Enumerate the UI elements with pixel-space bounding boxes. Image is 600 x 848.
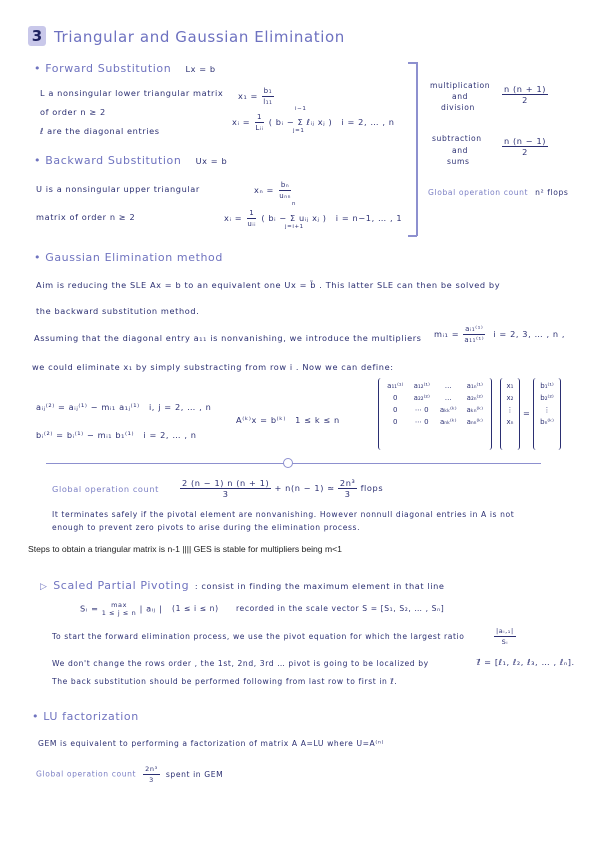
b-vector-entry: b₁⁽¹⁾ — [540, 382, 554, 390]
b-vector-entry: b₂⁽²⁾ — [540, 394, 554, 402]
matrix-cell: a₂₂⁽²⁾ — [413, 394, 430, 402]
section-number: 3 — [28, 26, 46, 46]
section-divider — [46, 463, 541, 464]
backward-line-1: U is a nonsingular upper triangular — [36, 184, 200, 194]
b-vector-entry: bₙ⁽ᵏ⁾ — [540, 418, 554, 426]
lu-heading-row — [32, 710, 139, 723]
scaled-ell-vector: ℓ⃗ = [ℓ₁, ℓ₂, ℓ₃, … , ℓₙ]. — [477, 657, 575, 667]
section-title: Triangular and Gaussian Elimination — [54, 28, 345, 46]
x-vector-entry: x₂ — [506, 394, 514, 402]
matrix-cell: 0 — [393, 394, 398, 402]
backward-line-2: matrix of order n ≥ 2 — [36, 212, 136, 222]
vector-x — [500, 378, 520, 450]
matrix-cell: aₙₖ⁽ᵏ⁾ — [440, 418, 457, 426]
forward-line-1: L a nonsingular lower triangular matrix — [40, 88, 224, 98]
backward-formula-2: xᵢ = $\frac{1}{\text{uᵢᵢ}}$ ( bᵢ − Σ uᵢⱼ xⱼ ) i = n−1, … , 1 — [224, 209, 403, 228]
forward-heading-row — [34, 62, 216, 75]
scaled-start: To start the forward elimination process, we use the pivot equation for which the largest ratio — [52, 632, 465, 641]
mult-label-3: division — [441, 103, 475, 112]
mult-label-2: and — [452, 92, 469, 101]
matrix-cell: a₁₂⁽¹⁾ — [413, 382, 430, 390]
scale-formula: Sᵢ = max 1 ≤ j ≤ n | aᵢⱼ | — [80, 601, 163, 617]
matrix-cell: aₖₙ⁽ᵏ⁾ — [466, 406, 483, 414]
b-vector-entry: ⋮ — [543, 406, 551, 414]
backward-heading-row — [34, 154, 227, 167]
matrix-cell: a₁₁⁽¹⁾ — [387, 382, 404, 390]
sub-count: $\frac{n (n - 1)}{2}$ — [504, 136, 547, 157]
gauss-global-label: Global operation count — [52, 484, 159, 494]
matrix-cell: aₙₙ⁽ᵏ⁾ — [466, 418, 483, 426]
scaled-dont-change: We don't change the rows order , the 1st, 2nd, 3rd … pivot is going to be localized by — [52, 659, 429, 668]
gauss-system: A⁽ᵏ⁾x = b⁽ᵏ⁾ 1 ≤ k ≤ n — [236, 415, 340, 425]
forward-heading: Forward Substitution — [45, 62, 172, 75]
matrix-cell: … — [444, 394, 452, 402]
scaled-heading: Scaled Partial Pivoting — [53, 579, 190, 592]
x-vector-entry: ⋮ — [506, 406, 514, 414]
ops-global-count: Global operation count n² flops — [428, 188, 569, 197]
forward-formula-1: x₁ = $\frac{\text{b₁}}{\text{l₁₁}}$ — [238, 87, 273, 106]
sub-label-3: sums — [447, 157, 470, 166]
matrix-cell: ⋯ 0 — [414, 418, 429, 426]
bracket-bottom — [408, 235, 417, 237]
mult-count: $\frac{n (n + 1)}{2}$ — [504, 84, 547, 105]
triangle-bullet-icon: ▷ — [40, 582, 48, 592]
sub-label-1: subtraction — [432, 134, 482, 143]
bracket-vertical — [416, 62, 418, 236]
lu-line: GEM is equivalent to performing a factorization of matrix A A=LU where U=A⁽ⁿ⁾ — [38, 739, 384, 748]
matrix-cell: … — [444, 382, 452, 390]
lu-global: Global operation count $\frac{\text{2n³}}{3}$ spent in GEM — [36, 765, 224, 784]
gauss-heading-row — [34, 251, 223, 264]
backward-heading: Backward Substitution — [45, 154, 182, 167]
backward-equation: Ux = b — [195, 156, 228, 166]
matrix-cell: aₖₖ⁽ᵏ⁾ — [439, 406, 457, 414]
gauss-aim-2: the backward substitution method. — [36, 306, 200, 316]
forward-sum-top: i−1 — [295, 106, 307, 112]
forward-formula-2: xᵢ = $\frac{1}{\text{Lᵢᵢ}}$ ( bᵢ − Σ ℓᵢⱼ xⱼ ) i = 2, … , n — [232, 113, 395, 132]
matrix-cell: 0 — [393, 418, 398, 426]
matrix-cell: 0 — [393, 406, 398, 414]
backward-sum-bottom: j=i+1 — [285, 224, 304, 230]
x-vector-entry: x₁ — [506, 382, 514, 390]
bullet-icon: • — [32, 710, 40, 723]
scaled-ratio: $\frac{\text{|aᵢ,₁|}}{\text{Sᵢ}}$ — [496, 627, 514, 646]
scale-range: (1 ≤ i ≤ n) — [172, 604, 219, 613]
scaled-heading-row — [40, 574, 445, 593]
mult-label-1: multiplication — [430, 81, 491, 90]
gauss-multiplier: mᵢ₁ = $\frac{\text{aᵢ₁⁽¹⁾}}{\text{a₁₁⁽¹⁾}}$ i = 2, 3, … , n , — [434, 325, 566, 344]
forward-line-2: of order n ≥ 2 — [40, 107, 106, 117]
matrix-cell: a₁ₙ⁽¹⁾ — [466, 382, 483, 390]
forward-sum-bottom: j=1 — [293, 128, 305, 134]
sub-label-2: and — [452, 146, 469, 155]
gauss-assume: Assuming that the diagonal entry a₁₁ is nonvanishing, we introduce the multipliers — [34, 333, 422, 343]
x-vector-entry: xₙ — [506, 418, 514, 426]
gauss-terminate-2: enough to prevent zero pivots to arise during the elimination process. — [52, 523, 361, 532]
matrix-a — [378, 378, 492, 450]
gauss-def-b: bᵢ⁽²⁾ = bᵢ⁽¹⁾ − mᵢ₁ b₁⁽¹⁾ i = 2, … , n — [36, 430, 197, 440]
matrix-cell: ⋯ 0 — [414, 406, 429, 414]
gauss-global-formula: $\frac{2 (n - 1) n (n + 1)}{3}$ + n(n − 1) ≃ $\frac{\text{2n³}}{3}$ flops — [182, 478, 384, 499]
scaled-back-sub: The back substitution should be performed following from last row to first in ℓ⃗. — [52, 677, 398, 686]
vector-b — [533, 378, 561, 450]
forward-equation: Lx = b — [185, 64, 216, 74]
backward-formula-1: xₙ = $\frac{\text{bₙ}}{\text{uₙₙ}}$ — [254, 181, 292, 200]
backward-sum-top: n — [292, 201, 297, 207]
bullet-icon: • — [34, 154, 42, 167]
lu-heading: LU factorization — [43, 710, 139, 723]
forward-line-3: ℓ are the diagonal entries — [40, 126, 160, 136]
steps-note: Steps to obtain a triangular matrix is n-1 |||| GES is stable for multipliers being m<1 — [28, 544, 342, 554]
equals-sign: = — [523, 408, 530, 418]
scale-recorded: recorded in the scale vector S = [S₁, S₂, … , Sₙ] — [236, 604, 445, 613]
bullet-icon: • — [34, 251, 42, 264]
gauss-terminate-1: It terminates safely if the pivotal element are nonvanishing. However nonnull diagonal entries in A is not — [52, 510, 515, 519]
gauss-aim-1: Aim is reducing the SLE Ax = b to an equivalent one Ux = b̃ . This latter SLE can then be solved by — [36, 280, 501, 290]
divider-knot-icon — [283, 458, 293, 468]
gauss-heading: Gaussian Elimination method — [45, 251, 223, 264]
scaled-heading-rest: : consist in finding the maximum element in that line — [194, 581, 445, 591]
bullet-icon: • — [34, 62, 42, 75]
gauss-def-a: aᵢⱼ⁽²⁾ = aᵢⱼ⁽¹⁾ − mᵢ₁ a₁ⱼ⁽¹⁾ i, j = 2, … , n — [36, 402, 212, 412]
matrix-cell: a₂ₙ⁽²⁾ — [466, 394, 483, 402]
bracket-top — [408, 62, 417, 64]
gauss-eliminate: we could eliminate x₁ by simply substracting from row i . Now we can define: — [32, 362, 394, 372]
